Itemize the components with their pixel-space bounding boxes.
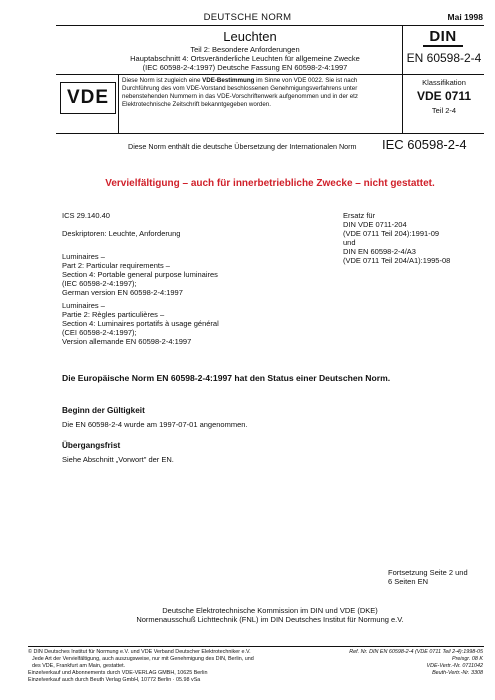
subtitle-line-3: (IEC 60598-2-4:1997) Deutsche Fassung EN 60598-2-4:1997 [142,63,348,72]
gueltigkeit-heading: Beginn der Gültigkeit [62,406,145,415]
ersatz-line-3: (VDE 0711 Teil 204):1991-09 [343,229,440,238]
french-title-line-4: (CEI 60598-2-4:1997); [62,328,137,337]
footer-rule [28,646,484,647]
iec-number: IEC 60598-2-4 [382,137,467,152]
vde-text-line-1: Diese Norm ist zugleich eine VDE-Bestimmung im Sinne von VDE 0022. Sie ist nach [122,77,358,84]
footer-left-line-1: © DIN Deutsches Institut für Normung e.V. und VDE Verband Deutscher Elektrotechniker e.V. [28,649,251,655]
footer-right-line-1: Ref. Nr. DIN EN 60598-2-4 (VDE 0711 Teil 2-4):1998-05 [349,649,483,655]
vde-logo-text: VDE [66,87,110,108]
french-title-line-5: Version allemande EN 60598-2-4:1997 [62,337,192,346]
subtitle-line-1: Teil 2: Besondere Anforderungen [190,45,300,54]
footer-left-line-4: Einzelverkauf und Abonnements durch VDE-VERLAG GMBH, 10625 Berlin [28,670,208,676]
title-bottom-rule [56,74,484,75]
footer-left-line-2: Jede Art der Vervielfältigung, auch auszugsweise, nur mit Genehmigung des DIN, Berlin, und [32,656,254,662]
french-title-line-3: Section 4: Luminaires portatifs à usage général [62,319,219,328]
deskriptoren: Deskriptoren: Leuchte, Anforderung [62,229,181,238]
subtitle-line-2: Hauptabschnitt 4: Ortsveränderliche Leuchten für allgemeine Zwecke [130,54,360,63]
klassifikation-label: Klassifikation [422,78,466,87]
ersatz-line-2: DIN VDE 0711-204 [343,220,407,229]
french-title-line-2: Partie 2: Règles particulières – [62,310,165,319]
vde-left-divider [118,75,119,133]
norm-type: DEUTSCHE NORM [203,12,292,23]
title-right-divider [402,26,403,74]
vde-number: VDE 0711 [416,89,472,103]
ersatz-line-4: und [343,238,356,247]
vde-logo [60,82,116,114]
ersatz-line-6: (VDE 0711 Teil 204/A1):1995-08 [343,256,451,265]
vde-text-line-3: nebenstehenden Nummern in das VDE-Vorschriftenwerk aufgenommen und in der etz [122,93,358,100]
translation-note: Diese Norm enthält die deutsche Übersetzung der Internationalen Norm [128,142,357,151]
footer-left-line-3: des VDE, Frankfurt am Main, gestattet. [32,663,126,669]
fortsetzung-line-1: Fortsetzung Seite 2 und [388,568,468,577]
vde-bottom-rule [56,133,484,134]
norm-number: EN 60598-2-4 [406,51,482,65]
copy-warning: Vervielfältigung – auch für innerbetriebliche Zwecke – nicht gestattet. [105,178,435,189]
gueltigkeit-text: Die EN 60598-2-4 wurde am 1997-07-01 angenommen. [62,420,248,429]
vde-teil: Teil 2-4 [431,106,457,115]
standard-title: Leuchten [223,29,277,44]
footer-left-line-5: Einzelverkauf auch durch Beuth Verlag GmbH, 10772 Berlin · 05.98 vSa [28,677,201,683]
uebergangsfrist-text: Siehe Abschnitt „Vorwort" der EN. [62,455,174,464]
header-rule [56,25,484,26]
english-title-line-4: (IEC 60598-2-4:1997); [62,279,137,288]
vde-text-line-2: Durchführung des vom VDE-Vorstand beschlossenen Genehmigungsverfahrens unter [122,85,358,92]
english-title-line-3: Section 4: Portable general purpose luminaires [62,270,218,279]
english-title-line-1: Luminaires – [62,252,105,261]
status-statement: Die Europäische Norm EN 60598-2-4:1997 hat den Status einer Deutschen Norm. [62,373,391,383]
english-title-line-2: Part 2: Particular requirements – [62,261,170,270]
norm-date: Mai 1998 [447,12,483,22]
uebergangsfrist-heading: Übergangsfrist [62,441,121,450]
ersatz-line-1: Ersatz für [343,211,376,220]
fortsetzung-line-2: 6 Seiten EN [388,577,429,586]
ics-code: ICS 29.140.40 [62,211,110,220]
din-logo: DIN [423,29,463,47]
ersatz-line-5: DIN EN 60598-2-4/A3 [343,247,416,256]
commission-line-1: Deutsche Elektrotechnische Kommission im DIN und VDE (DKE) [162,606,378,615]
vde-text-line-4: Elektrotechnische Zeitschrift bekanntgegeben worden. [122,101,271,108]
footer-right-line-2: Preisgr. 08 K [452,656,483,662]
commission-line-2: Normenausschuß Lichttechnik (FNL) im DIN Deutsches Institut für Normung e.V. [136,615,404,624]
footer-right-line-4: Beuth-Vertr.-Nr. 3308 [432,670,483,676]
french-title-line-1: Luminaires – [62,301,105,310]
footer-right-line-3: VDE-Vertr.-Nr. 0711042 [426,663,483,669]
english-title-line-5: German version EN 60598-2-4:1997 [62,288,183,297]
